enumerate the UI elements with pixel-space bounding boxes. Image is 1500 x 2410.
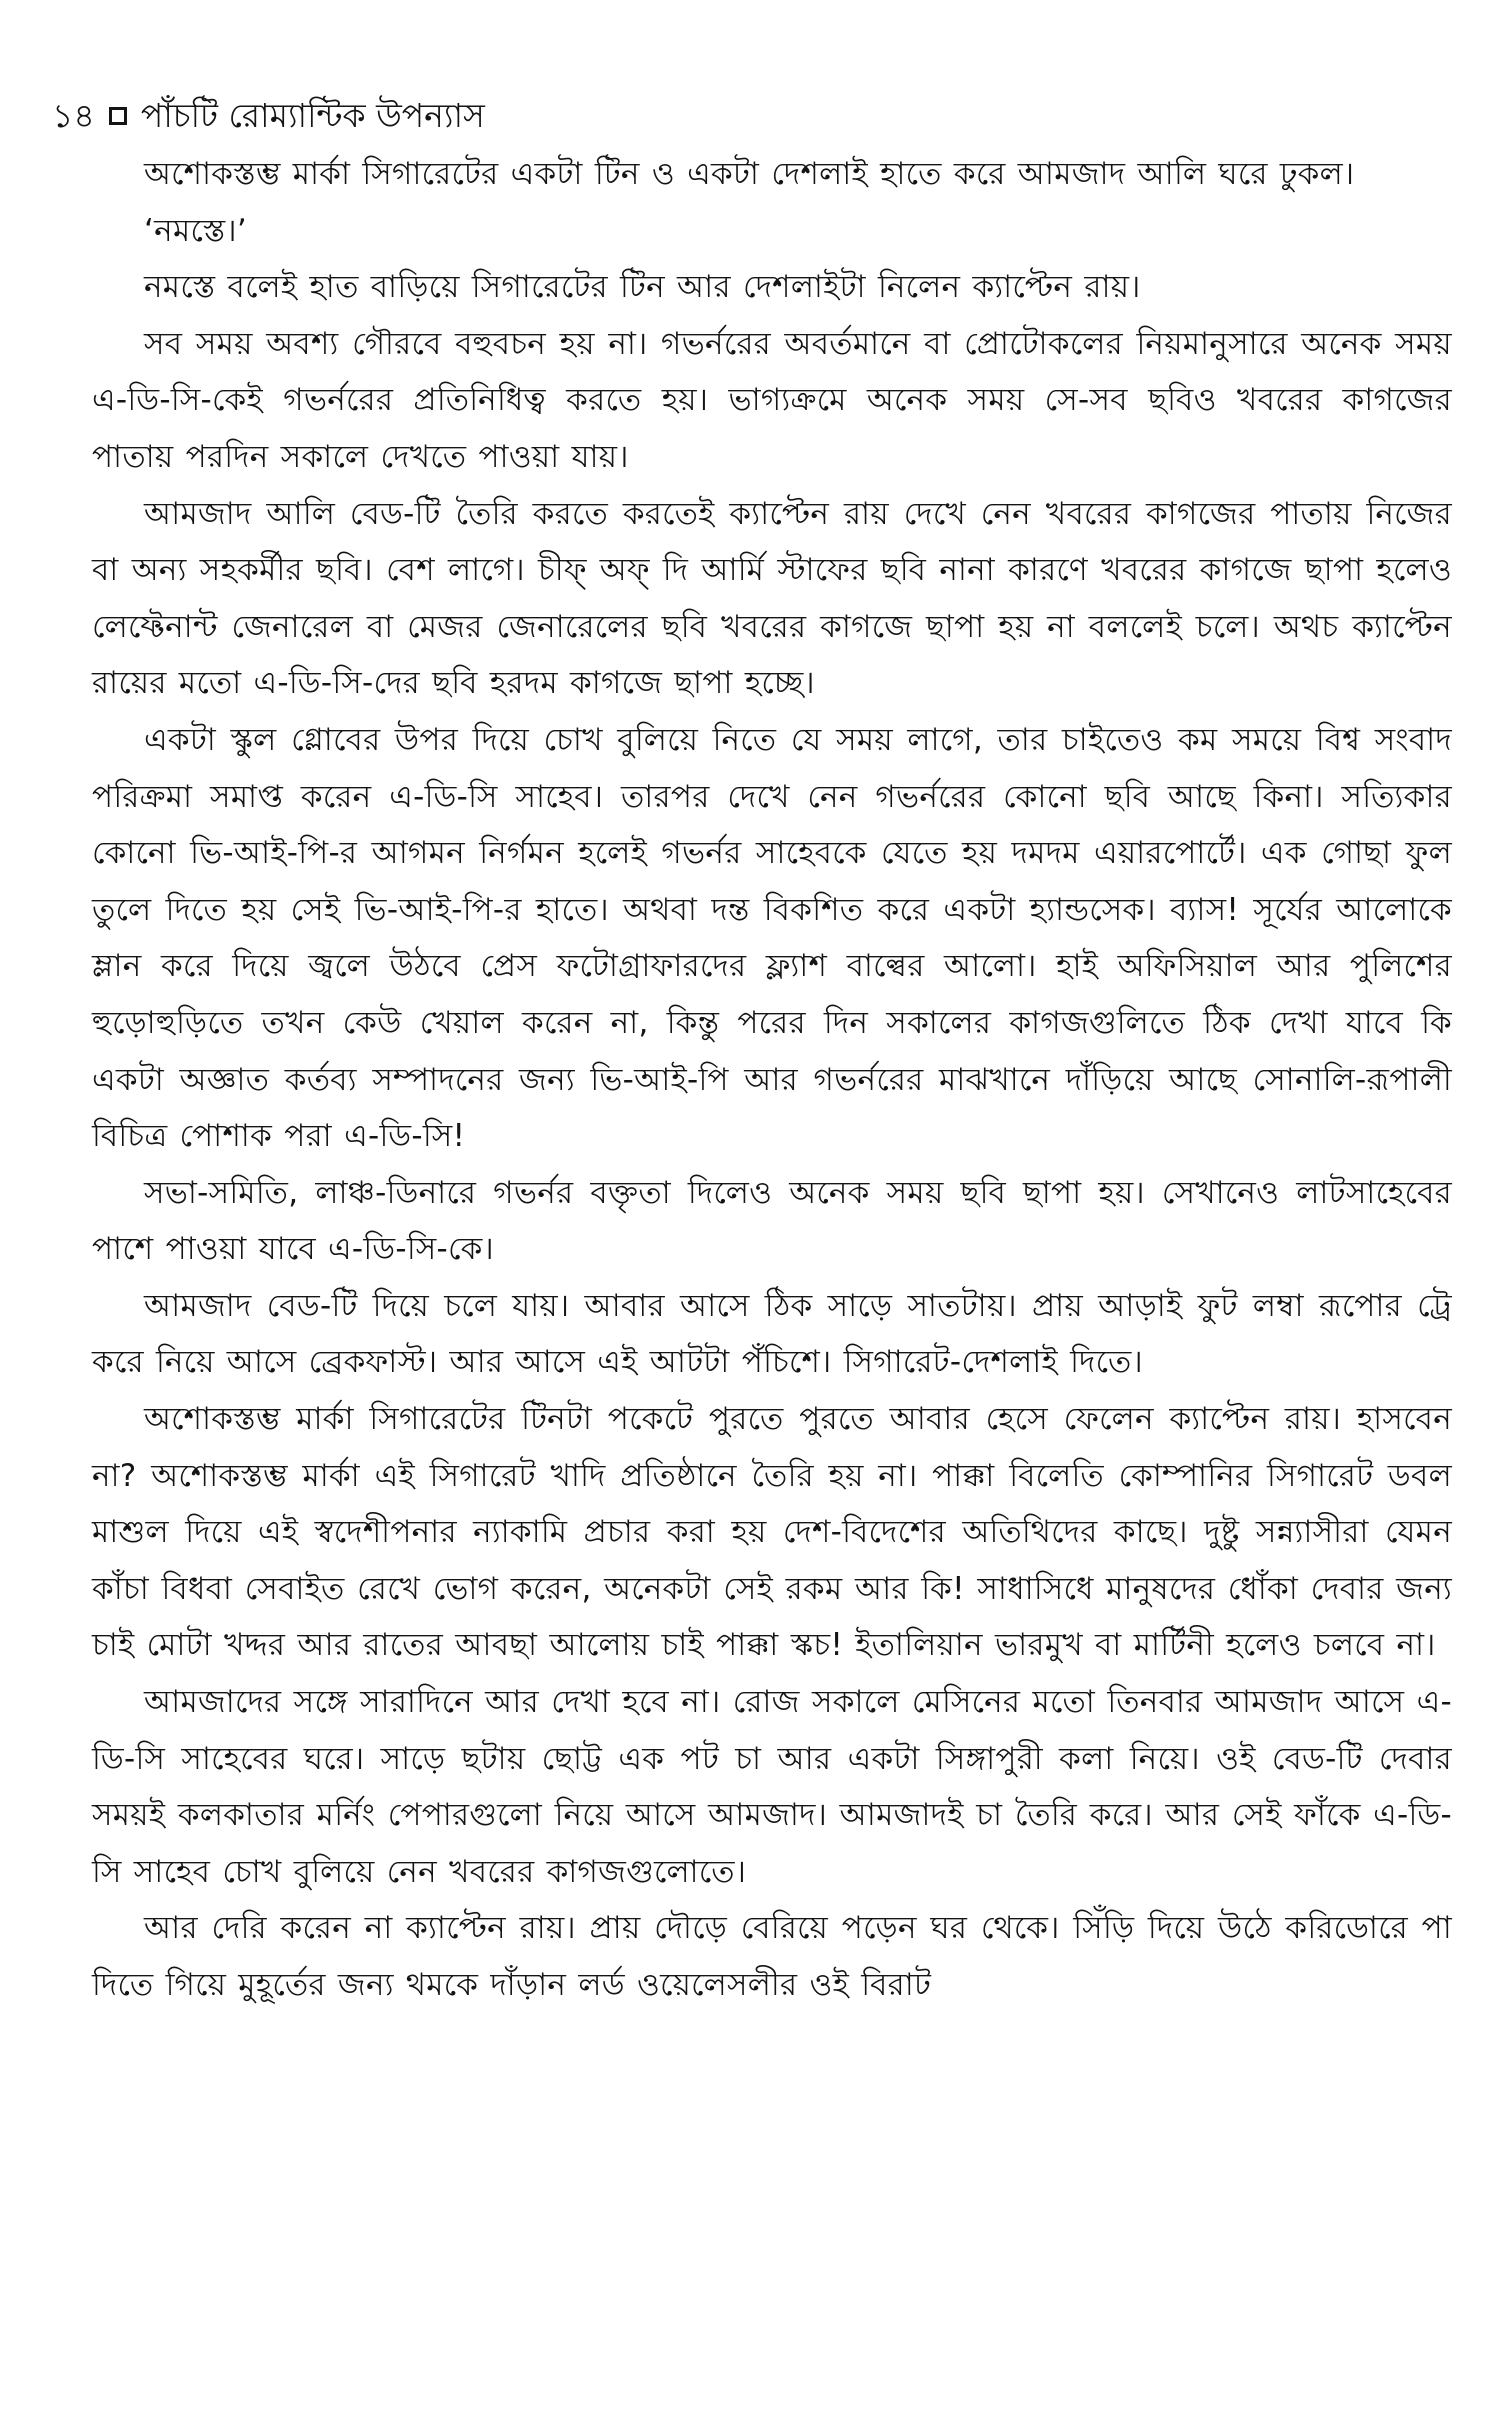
paragraph-2: ‘নমস্তে।’: [144, 212, 248, 249]
paragraph-4: সব সময় অবশ্য গৌরবে বহুবচন হয় না। গভর্নরের অবর্তমানে বা প্রোটোকলের নিয়মানুসারে অনেক সময় এ-ডি-সি-কেই গভর্নরের প্রতিনিধিত্ব করতে হয়। ভাগ্যক্রমে অনেক সময় সে-সব ছবিও খবরের কাগজের পাতায় পরদিন সকালে দেখতে পাওয়া যায়।: [92, 325, 1452, 475]
paragraph-11: আর দেরি করেন না ক্যাপ্টেন রায়। প্রায় দৌড়ে বেরিয়ে পড়েন ঘর থেকে। সিঁড়ি দিয়ে উঠে করিডোরে পা দিতে গিয়ে মুহূর্তের জন্য থমকে দাঁড়ান লর্ড ওয়েলেসলীর ওই বিরাট: [92, 1910, 1452, 2003]
paragraph-10: আমজাদের সঙ্গে সারাদিনে আর দেখা হবে না। রোজ সকালে মেসিনের মতো তিনবার আমজাদ আসে এ-ডি-সি সাহেবের ঘরে। সাড়ে ছটায় ছোট্ট এক পট চা আর একটা সিঙ্গাপুরী কলা নিয়ে। ওই বেড-টি দেবার সময়ই কলকাতার মর্নিং পেপারগুলো নিয়ে আসে আমজাদ। আমজাদই চা তৈরি করে। আর সেই ফাঁকে এ-ডি-সি সাহেব চোখ বুলিয়ে নেন খবরের কাগজগুলোতে।: [92, 1684, 1452, 1890]
paragraph-5: আমজাদ আলি বেড-টি তৈরি করতে করতেই ক্যাপ্টেন রায় দেখে নেন খবরের কাগজের পাতায় নিজের বা অন্য সহকর্মীর ছবি। বেশ লাগে। চীফ্ অফ্ দি আর্মি স্টাফের ছবি নানা কারণে খবরের কাগজে ছাপা হলেও লেফ্টেনান্ট জেনারেল বা মেজর জেনারেলের ছবি খবরের কাগজে ছাপা হয় না বললেই চলে। অথচ ক্যাপ্টেন রায়ের মতো এ-ডি-সি-দের ছবি হরদম কাগজে ছাপা হচ্ছে।: [92, 495, 1452, 702]
paragraph-1: অশোকস্তম্ভ মার্কা সিগারেটের একটা টিন ও একটা দেশলাই হাতে করে আমজাদ আলি ঘরে ঢুকল।: [144, 156, 1355, 192]
paragraph-7: সভা-সমিতি, লাঞ্চ-ডিনারে গভর্নর বক্তৃতা দিলেও অনেক সময় ছবি ছাপা হয়। সেখানেও লাটসাহেবের পাশে পাওয়া যাবে এ-ডি-সি-কে।: [92, 1174, 1452, 1268]
square-bullet-icon: [109, 107, 127, 125]
paragraph-6: একটা স্কুল গ্লোবের উপর দিয়ে চোখ বুলিয়ে নিতে যে সময় লাগে, তার চাইতেও কম সময়ে বিশ্ব সংবাদ পরিক্রমা সমাপ্ত করেন এ-ডি-সি সাহেব। তারপর দেখে নেন গভর্নরের কোনো ছবি আছে কিনা। সত্যিকার কোনো ভি-আই-পি-র আগমন নির্গমন হলেই গভর্নর সাহেবকে যেতে হয় দমদম এয়ারপোর্টে। এক গোছা ফুল তুলে দিতে হয় সেই ভি-আই-পি-র হাতে। অথবা দন্ত বিকশিত করে একটা হ্যান্ডসেক। ব্যাস! সূর্যের আলোকে ম্লান করে দিয়ে জ্বলে উঠবে প্রেস ফটোগ্রাফারদের ফ্ল্যাশ বাল্বের আলো। হাই অফিসিয়াল আর পুলিশের হুড়োহুড়িতে তখন কেউ খেয়াল করেন না, কিন্তু পরের দিন সকালের কাগজগুলিতে ঠিক দেখা যাবে কি একটা অজ্ঞাত কর্তব্য সম্পাদনের জন্য ভি-আই-পি আর গভর্নরের মাঝখানে দাঁড়িয়ে আছে সোনালি-রূপালী বিচিত্র পোশাক পরা এ-ডি-সি!: [92, 721, 1452, 1155]
book-title: পাঁচটি রোম্যান্টিক উপন্যাস: [140, 96, 485, 135]
body-text: [92, 146, 1452, 2014]
paragraph-9: অশোকস্তম্ভ মার্কা সিগারেটের টিনটা পকেটে পুরতে পুরতে আবার হেসে ফেলেন ক্যাপ্টেন রায়। হাসবেন না? অশোকস্তম্ভ মার্কা এই সিগারেট খাদি প্রতিষ্ঠানে তৈরি হয় না। পাক্কা বিলেতি কোম্পানির সিগারেট ডবল মাশুল দিয়ে এই স্বদেশীপনার ন্যাকামি প্রচার করা হয় দেশ-বিদেশের অতিথিদের কাছে। দুষ্টু সন্ন্যাসীরা যেমন কাঁচা বিধবা সেবাইত রেখে ভোগ করেন, অনেকটা সেই রকম আর কি! সাধাসিধে মানুষদের ধোঁকা দেবার জন্য চাই মোটা খদ্দর আর রাতের আবছা আলোয় চাই পাক্কা স্কচ! ইতালিয়ান ভারমুখ বা মার্টিনী হলেও চলবে না।: [92, 1401, 1452, 1664]
paragraph-8: আমজাদ বেড-টি দিয়ে চলে যায়। আবার আসে ঠিক সাড়ে সাতটায়। প্রায় আড়াই ফুট লম্বা রূপোর ট্রে করে নিয়ে আসে ব্রেকফাস্ট। আর আসে এই আটটা পঁচিশে। সিগারেট-দেশলাই দিতে।: [92, 1287, 1452, 1381]
page-number: ১৪: [52, 96, 95, 135]
paragraph-3: নমস্তে বলেই হাত বাড়িয়ে সিগারেটের টিন আর দেশলাইটা নিলেন ক্যাপ্টেন রায়।: [144, 269, 1141, 306]
page-header: [52, 86, 1452, 146]
